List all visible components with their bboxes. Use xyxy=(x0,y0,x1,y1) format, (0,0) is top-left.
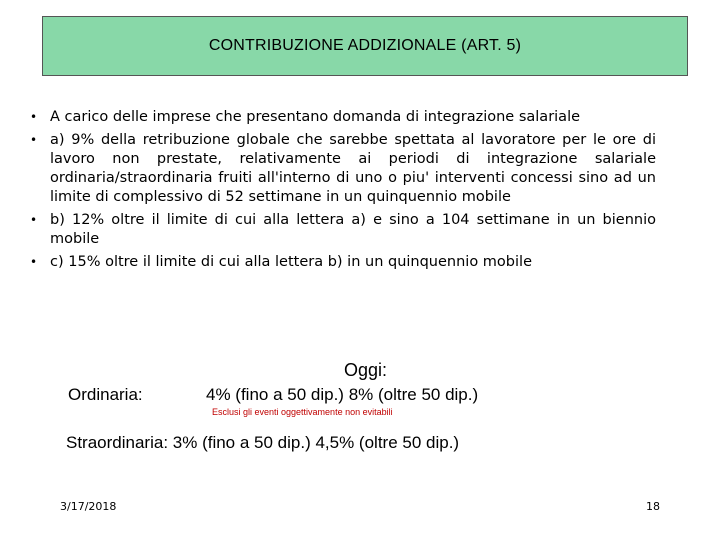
ordinaria-note: Esclusi gli eventi oggettivamente non evitabili xyxy=(212,407,393,417)
bullet-text: c) 15% oltre il limite di cui alla lettera b) in un quinquennio mobile xyxy=(50,254,532,270)
bullet-item xyxy=(30,131,656,207)
title-box xyxy=(42,16,688,76)
bullet-icon: • xyxy=(30,110,38,124)
oggi-heading: Oggi: xyxy=(344,360,388,380)
ordinaria-label: Ordinaria: xyxy=(68,385,143,404)
bullet-icon: • xyxy=(30,133,38,147)
straordinaria-line: Straordinaria: 3% (fino a 50 dip.) 4,5% (oltre 50 dip.) xyxy=(66,433,460,452)
bullet-list xyxy=(30,108,656,276)
bullet-text: a) 9% della retribuzione globale che sarebbe spettata al lavoratore per le ore di lavoro non prestate, relativamente ai periodi di integrazione salariale ordinaria/straordinaria fruiti all'interno di uno o piu' interventi concessi sino ad un limite di complessivo di 52 settimane in un quinquennio mobile xyxy=(50,132,656,205)
bullet-icon: • xyxy=(30,213,38,227)
bullet-text: b) 12% oltre il limite di cui alla lettera a) e sino a 104 settimane in un biennio mobile xyxy=(50,212,656,247)
bullet-text: A carico delle imprese che presentano domanda di integrazione salariale xyxy=(50,109,581,125)
footer-date: 3/17/2018 xyxy=(60,500,117,513)
bullet-item xyxy=(30,211,656,249)
ordinaria-value: 4% (fino a 50 dip.) 8% (oltre 50 dip.) xyxy=(206,385,479,404)
bullet-item xyxy=(30,108,656,127)
bullet-icon: • xyxy=(30,255,38,269)
page-number: 18 xyxy=(646,500,660,513)
slide-title: CONTRIBUZIONE ADDIZIONALE (ART. 5) xyxy=(208,37,522,54)
bullet-item xyxy=(30,253,656,272)
